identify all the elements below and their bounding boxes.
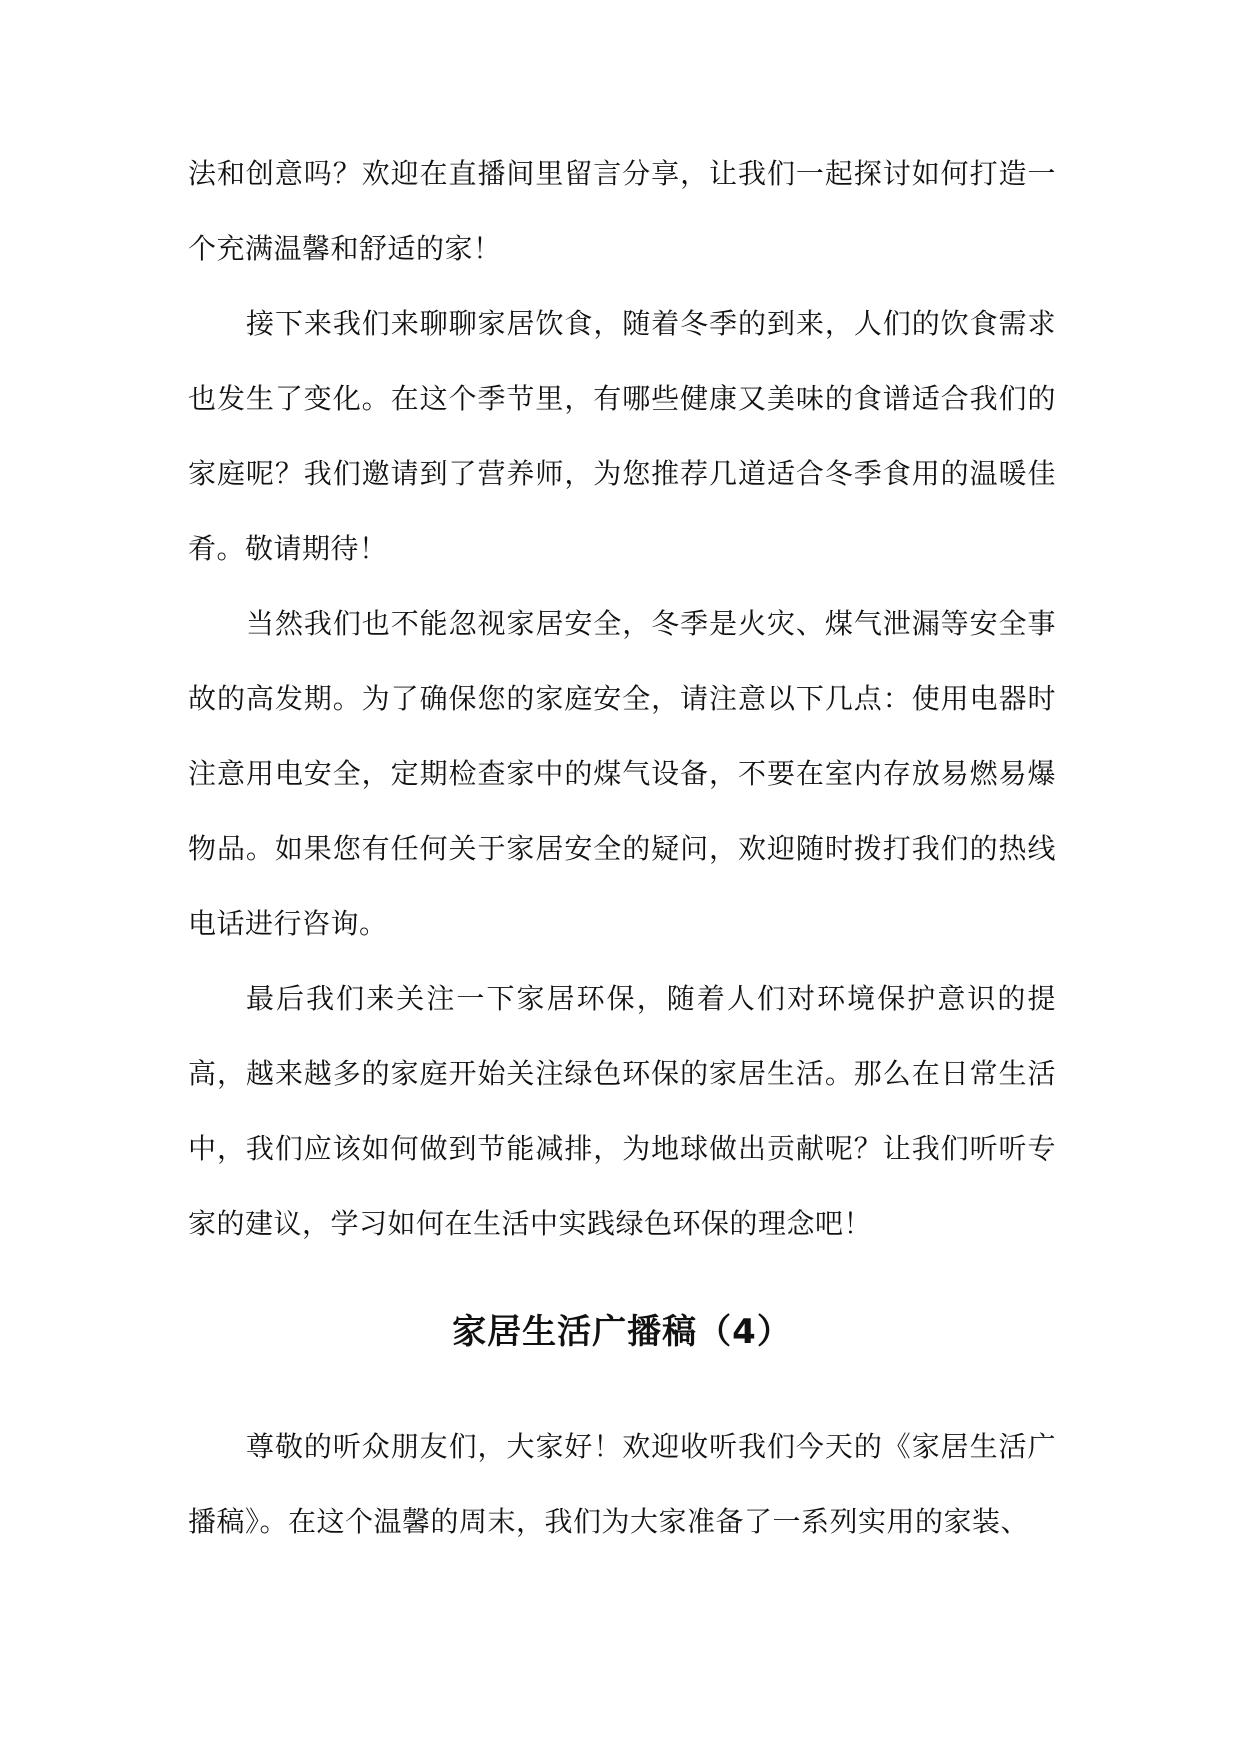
document-body [188,136,1056,1559]
paragraph-continuation: 法和创意吗？欢迎在直播间里留言分享，让我们一起探讨如何打造一个充满温馨和舒适的家！ [188,157,1056,265]
paragraph-home-eco: 最后我们来关注一下家居环保，随着人们对环境保护意识的提高，越来越多的家庭开始关注绿色环保的家居生活。那么在日常生活中，我们应该如何做到节能减排，为地球做出贡献呢？让我们听听专家的建议，学习如何在生活中实践绿色环保的理念吧！ [188,982,1056,1240]
paragraph-home-safety: 当然我们也不能忽视家居安全，冬季是火灾、煤气泄漏等安全事故的高发期。为了确保您的家庭安全，请注意以下几点：使用电器时注意用电安全，定期检查家中的煤气设备，不要在室内存放易燃易爆物品。如果您有任何关于家居安全的疑问，欢迎随时拨打我们的热线电话进行咨询。 [188,607,1056,940]
section-title: 家居生活广播稿（4） [452,1312,792,1352]
paragraph-home-diet: 接下来我们来聊聊家居饮食，随着冬季的到来，人们的饮食需求也发生了变化。在这个季节里，有哪些健康又美味的食谱适合我们的家庭呢？我们邀请到了营养师，为您推荐几道适合冬季食用的温暖佳肴。敬请期待！ [188,307,1056,565]
paragraph-greeting: 尊敬的听众朋友们，大家好！欢迎收听我们今天的《家居生活广播稿》。在这个温馨的周末，我们为大家准备了一系列实用的家装、 [188,1430,1056,1538]
